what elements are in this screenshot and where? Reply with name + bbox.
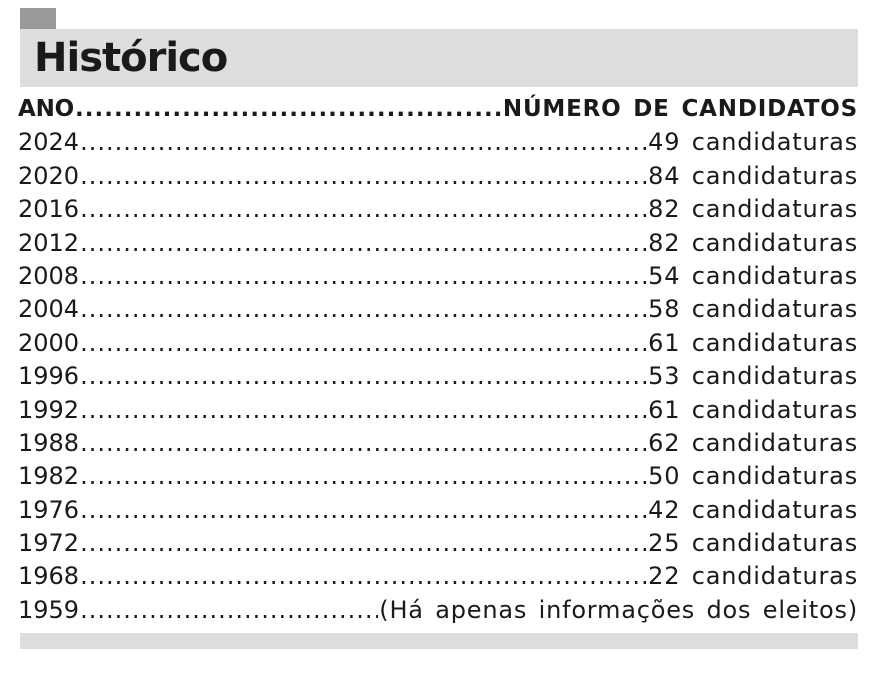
row-value: 61 candidaturas [648, 395, 858, 424]
dot-leader [80, 494, 647, 527]
dot-leader [80, 160, 647, 193]
table-row [18, 560, 858, 593]
row-year: 2004 [18, 295, 80, 324]
table-header [18, 93, 858, 126]
row-year: 2020 [18, 161, 80, 190]
table-row [18, 460, 858, 493]
dot-leader [75, 93, 502, 126]
dot-leader [80, 394, 647, 427]
row-value: (Há apenas informações dos eleitos) [379, 595, 858, 624]
dot-leader [80, 227, 647, 260]
dot-leader [80, 260, 647, 293]
row-year: 1959 [18, 595, 80, 624]
page-title: Histórico [34, 35, 228, 81]
header-year-label: ANO [18, 96, 75, 122]
dot-leader [80, 193, 647, 226]
table-row [18, 160, 858, 193]
row-value: 42 candidaturas [648, 495, 858, 524]
row-year: 2008 [18, 261, 80, 290]
history-table [18, 93, 858, 627]
row-value: 49 candidaturas [648, 128, 858, 157]
row-year: 1982 [18, 462, 80, 491]
header-count-label: NÚMERO DE CANDIDATOS [502, 96, 858, 122]
table-row [18, 227, 858, 260]
dot-leader [80, 527, 647, 560]
bottom-bar [20, 633, 858, 649]
dot-leader [80, 126, 647, 159]
table-row [18, 126, 858, 159]
row-year: 1976 [18, 495, 80, 524]
row-value: 82 candidaturas [648, 228, 858, 257]
row-value: 61 candidaturas [648, 328, 858, 357]
dot-leader [80, 360, 647, 393]
row-year: 2000 [18, 328, 80, 357]
dot-leader [80, 594, 378, 627]
table-row [18, 260, 858, 293]
row-value: 53 candidaturas [648, 362, 858, 391]
row-year: 2024 [18, 128, 80, 157]
row-year: 2016 [18, 195, 80, 224]
row-value: 50 candidaturas [648, 462, 858, 491]
row-value: 62 candidaturas [648, 428, 858, 457]
dot-leader [80, 560, 647, 593]
table-row [18, 594, 858, 627]
row-year: 2012 [18, 228, 80, 257]
row-year: 1996 [18, 362, 80, 391]
row-value: 22 candidaturas [648, 562, 858, 591]
dot-leader [80, 427, 647, 460]
row-value: 82 candidaturas [648, 195, 858, 224]
table-row [18, 527, 858, 560]
row-value: 84 candidaturas [648, 161, 858, 190]
dot-leader [80, 327, 647, 360]
row-value: 25 candidaturas [648, 529, 858, 558]
table-row [18, 293, 858, 326]
dot-leader [80, 460, 647, 493]
table-row [18, 494, 858, 527]
table-row [18, 327, 858, 360]
row-value: 58 candidaturas [648, 295, 858, 324]
table-row [18, 427, 858, 460]
row-year: 1972 [18, 529, 80, 558]
table-row [18, 394, 858, 427]
table-row [18, 360, 858, 393]
dot-leader [80, 293, 647, 326]
row-year: 1988 [18, 428, 80, 457]
row-year: 1992 [18, 395, 80, 424]
row-value: 54 candidaturas [648, 261, 858, 290]
row-year: 1968 [18, 562, 80, 591]
table-row [18, 193, 858, 226]
